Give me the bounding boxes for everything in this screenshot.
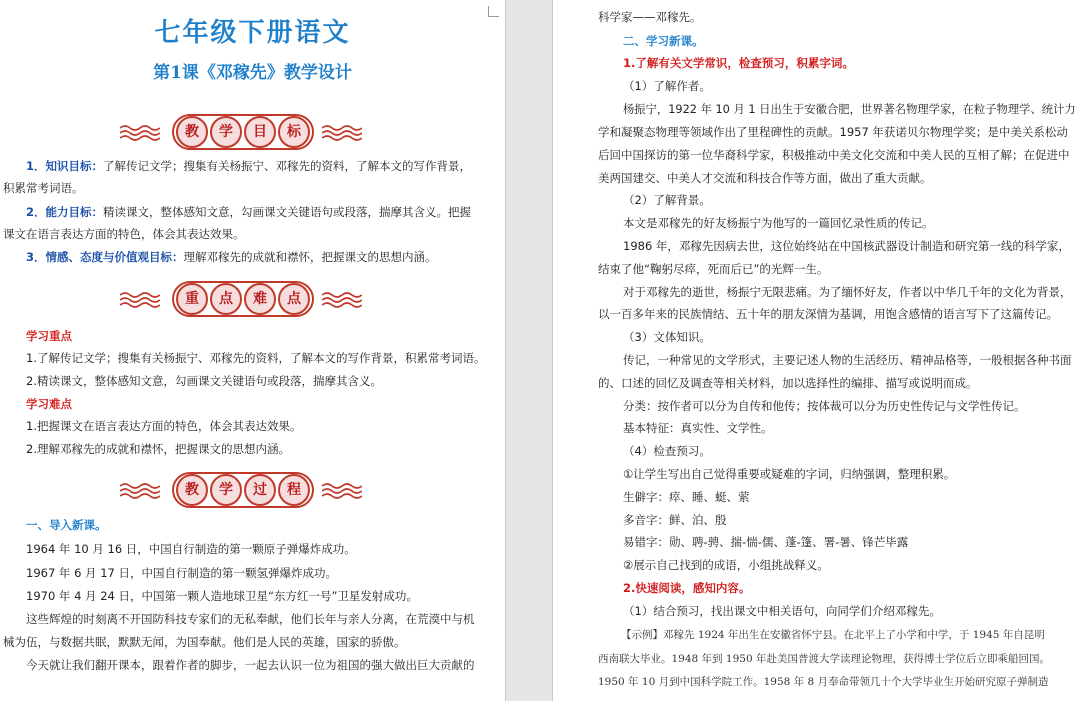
key-heading: 学习重点 (26, 329, 72, 343)
wave-decoration-icon (120, 482, 160, 500)
text-line: 结束了他“鞠躬尽瘁，死而后已”的光辉一生。 (598, 262, 829, 276)
banner-objectives (120, 116, 370, 150)
text-line: 以一百多年来的民族情结、五十年的朋友深情为基调，用饱含感情的语言写下了这篇传记。 (598, 307, 1058, 321)
wave-decoration-icon (120, 124, 160, 142)
text-line: 这些辉煌的时刻离不开国防科技专家们的无私奉献，他们长年与亲人分离，在荒漠中与机 (26, 612, 475, 626)
banner-char: 标 (278, 116, 310, 148)
text-line: 传记，一种常见的文学形式，主要记述人物的生活经历、精神品格等，一般根据各种书面 (623, 353, 1072, 367)
section-heading: 二、学习新课。 (623, 34, 704, 48)
banner-char: 重 (176, 283, 208, 315)
banner-char: 教 (176, 474, 208, 506)
section-heading: 一、导入新课。 (26, 518, 107, 532)
text-line: 杨振宁，1922 年 10 月 1 日出生于安徽合肥，世界著名物理学家，在粒子物理学、统计力 (623, 102, 1076, 116)
banner-char: 教 (176, 116, 208, 148)
text-line: ①让学生写出自己觉得重要或疑难的字词，归纳强调，整理积累。 (623, 467, 956, 481)
banner-char: 点 (278, 283, 310, 315)
sub-heading: （1）了解作者。 (623, 79, 711, 93)
banner-char: 学 (210, 116, 242, 148)
text-line: 基本特征：真实性、文学性。 (623, 421, 773, 435)
banner-char: 目 (244, 116, 276, 148)
difficult-item: 2.理解邓稼先的成就和襟怀，把握课文的思想内涵。 (26, 442, 290, 456)
sub-heading: （2）了解背景。 (623, 193, 711, 207)
text-line: 对于邓稼先的逝世，杨振宁无限悲痛。为了缅怀好友，作者以中华几千年的文化为背景， (623, 285, 1072, 299)
text-line: 易错字：勋、聘-骋、揣-惴-儒、蓬-篷、署-暑、锋芒毕露 (623, 535, 909, 549)
text-line: 生僻字：瘁、睡、蜓、萦 (623, 490, 750, 504)
objective-2: 2．能力目标：精读课文，整体感知文意，勾画课文关键语句或段落，揣摩其含义。把握 (26, 205, 472, 219)
wave-decoration-icon (322, 482, 362, 500)
text-line: 1967 年 6 月 17 日，中国自行制造的第一颗氢弹爆炸成功。 (26, 566, 337, 580)
example-line: 1950 年 10 月到中国科学院工作。1958 年 8 月奉命带领几十个大学毕业生开始研究原子弹制造 (598, 676, 1049, 688)
banner-key-points (120, 283, 370, 317)
banner-char: 程 (278, 474, 310, 506)
text-line: 科学家——邓稼先。 (598, 10, 702, 24)
text-line: 械为伍，与数据共眠，默默无闻，为国奉献。他们是人民的英雄，国家的骄傲。 (3, 635, 406, 649)
objective-1: 1．知识目标：了解传记文学；搜集有关杨振宁、邓稼先的资料，了解本文的写作背景， (26, 159, 472, 173)
document-title: 七年级下册语文 (154, 18, 351, 48)
banner-char: 学 (210, 474, 242, 506)
document-subtitle: 第1课《邓稼先》教学设计 (153, 63, 352, 83)
banner-char: 点 (210, 283, 242, 315)
wave-decoration-icon (322, 291, 362, 309)
key-item: 2.精读课文，整体感知文意，勾画课文关键语句或段落，揣摩其含义。 (26, 374, 382, 388)
wave-decoration-icon (322, 124, 362, 142)
key-item: 1.了解传记文学；搜集有关杨振宁、邓稼先的资料，了解本文的写作背景，积累常考词语。 (26, 351, 486, 365)
text-line: 美两国建交、中美人才交流和科技合作等方面，做出了重大贡献。 (598, 171, 932, 185)
text-line: 后回中国探访的第一位华裔科学家，积极推动中美文化交流和中美人民的互相了解；在促进中 (598, 148, 1070, 162)
text-line: ②展示自己找到的成语，小组挑战释义。 (623, 558, 829, 572)
text-line: 今天就让我们翻开课本，跟着作者的脚步，一起去认识一位为祖国的强大做出巨大贡献的 (26, 658, 475, 672)
sub-heading: （3）文体知识。 (623, 330, 711, 344)
sub-heading: （4）检查预习。 (623, 444, 711, 458)
objective-2-cont: 课文在语言表达方面的特色，体会其表达效果。 (3, 227, 245, 241)
text-line: 1970 年 4 月 24 日，中国第一颗人造地球卫星“东方红一号”卫星发射成功。 (26, 589, 418, 603)
text-line: 的、口述的回忆及调查等相关材料，加以选择性的编排、描写或说明而成。 (598, 376, 978, 390)
text-line: 1964 年 10 月 16 日，中国自行制造的第一颗原子弹爆炸成功。 (26, 542, 356, 556)
difficult-item: 1.把握课文在语言表达方面的特色，体会其表达效果。 (26, 419, 302, 433)
document-page-right (553, 0, 1080, 701)
objective-3: 3．情感、态度与价值观目标：理解邓稼先的成就和襟怀，把握课文的思想内涵。 (26, 250, 437, 264)
text-line: 1986 年，邓稼先因病去世，这位始终站在中国核武器设计制造和研究第一线的科学家， (623, 239, 1070, 253)
point-heading: 1.了解有关文学常识，检查预习，积累字词。 (623, 56, 854, 70)
objective-1-cont: 积累常考词语。 (3, 181, 84, 195)
text-line: 学和凝聚态物理等领域作出了里程碑性的贡献。1957 年获诺贝尔物理学奖；是中美关系松动 (598, 125, 1068, 139)
document-page-left (0, 0, 505, 701)
text-line: 本文是邓稼先的好友杨振宁为他写的一篇回忆录性质的传记。 (623, 216, 934, 230)
banner-char: 过 (244, 474, 276, 506)
text-line: 分类：按作者可以分为自传和他传；按体裁可以分为历史性传记与文学性传记。 (623, 399, 1026, 413)
example-line: 西南联大毕业。1948 年到 1950 年赴美国普渡大学读理论物理，获得博士学位后立即乘船回国。 (598, 653, 1050, 665)
point-heading: 2.快速阅读，感知内容。 (623, 581, 751, 595)
banner-char: 难 (244, 283, 276, 315)
difficult-heading: 学习难点 (26, 397, 72, 411)
example-line: 【示例】邓稼先 1924 年出生在安徽省怀宁县。在北平上了小学和中学，于 1945 年自昆明 (621, 629, 1045, 641)
text-line: 多音字：鲜、泊、殷 (623, 513, 727, 527)
wave-decoration-icon (120, 291, 160, 309)
sub-heading: （1）结合预习，找出课文中相关语句，向同学们介绍邓稼先。 (623, 604, 941, 618)
banner-process (120, 474, 370, 508)
page-gutter (505, 0, 553, 701)
